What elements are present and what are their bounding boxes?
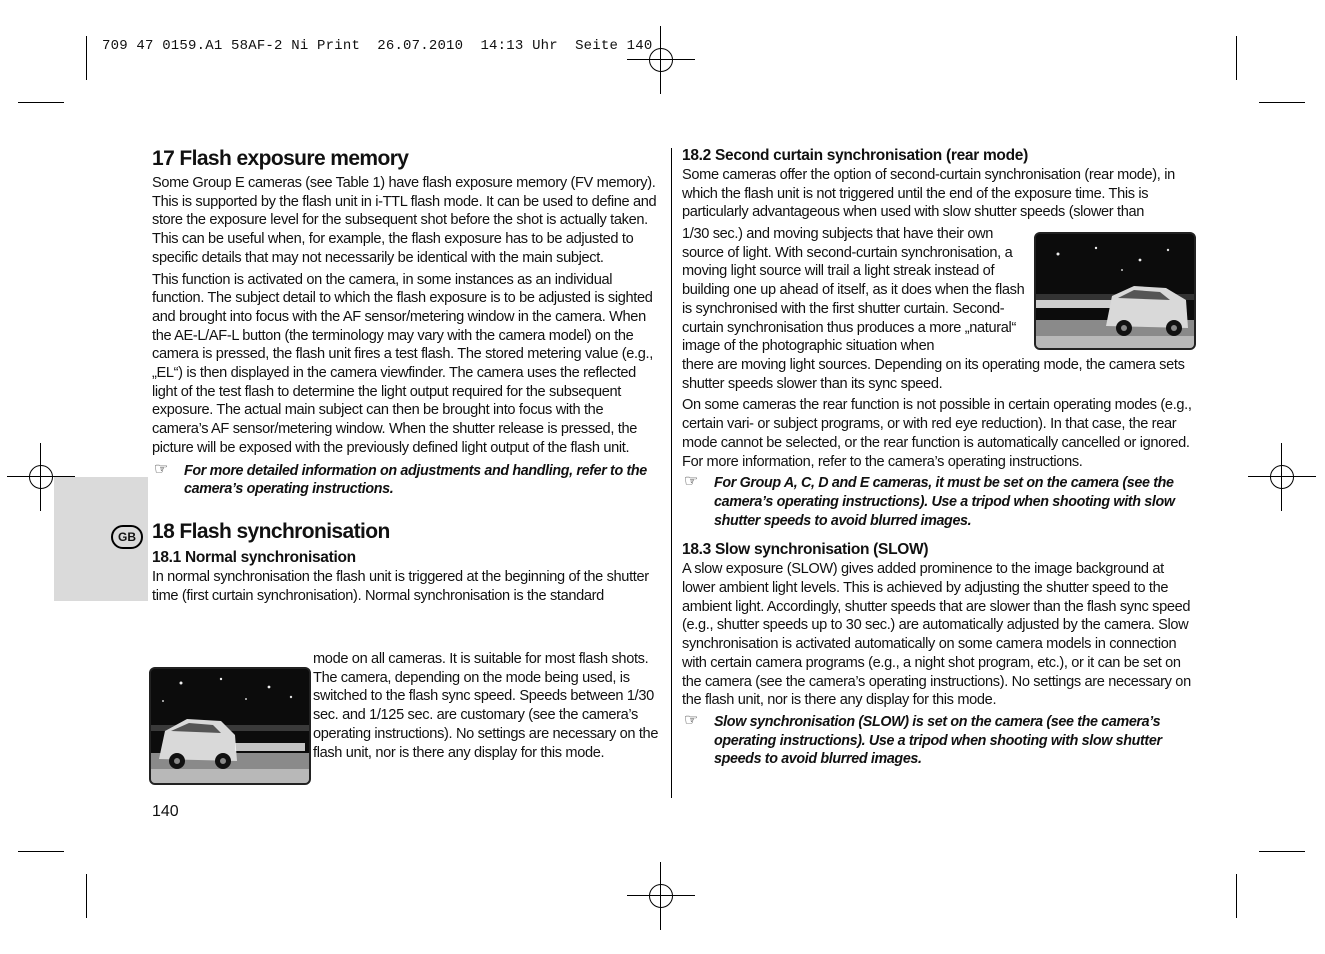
night-car-photo (151, 669, 309, 783)
section-18-2-para-3: there are moving light sources. Depending on its operating mode, the camera sets shutter speeds slower than its sync speed. (682, 357, 1185, 392)
crop-mark (1236, 874, 1237, 918)
section-18-title: 18 Flash synchronisation (152, 519, 390, 543)
section-18-2-title: 18.2 Second curtain synchronisation (rear mode) (682, 147, 1028, 164)
section-18-2-note (682, 474, 1194, 530)
section-18-2-para-1: Some cameras offer the option of second-curtain synchronisation (rear mode), in which the flash unit is not triggered until the end of the exposure time. This is particularly advantageous when used with slow shutter speeds (slower than (682, 167, 1175, 221)
registration-mark-icon (641, 876, 681, 916)
page-number: 140 (152, 803, 179, 820)
crop-mark (1236, 36, 1237, 80)
crop-mark (1259, 851, 1305, 852)
section-18-2-para-2: 1/30 sec.) and moving subjects that have their own source of light. With second-curtain synchronisation, a moving light source will trail a light streak instead of building one up ahead of itself, as it does when the flash is synchronised with the first shutter curtain. Second-curtain synchronisation thus produces a more „natural“ image of the photographic situation when (682, 226, 1025, 355)
section-18-2-para-4: On some cameras the rear function is not possible in certain operating modes (e.g., certain vari- or subject programs, or with red eye reduction). In that case, the rear mode cannot be selected, or the rear function is automatically cancelled or ignored. For more information, refer to the camera’s operating instructions. (682, 397, 1192, 470)
section-17-note (152, 462, 660, 499)
print-slug: 709 47 0159.A1 58AF-2 Ni Print 26.07.2010 14:13 Uhr Seite 140 (102, 38, 653, 54)
section-18-3-para: A slow exposure (SLOW) gives added prominence to the image background at lower ambient light levels. This is achieved by adjusting the shutter speed to the ambient light. Accordingly, shutter speeds that are slower than the flash sync speed (e.g., shutter speeds up to 30 sec.) are automatically adjusted by the camera. Slow synchronisation is activated automatically on some camera models in connection with certain camera programs (e.g., a night shot program, etc.), or it can be set on the camera (see the camera’s operating instructions). No settings are necessary on the flash unit, nor is there any display for this mode. (682, 561, 1191, 709)
crop-mark (1259, 102, 1305, 103)
photo-normal-sync (149, 667, 311, 785)
section-18-3-title: 18.3 Slow synchronisation (SLOW) (682, 541, 929, 559)
section-18-2-note-text: For Group A, C, D and E cameras, it must be set on the camera (see the camera’s operating instructions). Use a tripod when shooting with slow shutter speeds to avoid blurred images. (714, 475, 1175, 529)
section-18-1-title: 18.1 Normal synchronisation (152, 548, 356, 566)
photo-rear-sync (1034, 232, 1196, 350)
pointing-hand-icon: ☞ (684, 473, 698, 491)
left-column (152, 146, 660, 605)
language-badge: GB (111, 525, 143, 549)
right-column-top (682, 146, 1194, 222)
pointing-hand-icon: ☞ (154, 460, 168, 478)
pointing-hand-icon: ☞ (684, 711, 698, 729)
section-18-1-para-2-wrap (313, 650, 660, 762)
section-17-title: 17 Flash exposure memory (152, 147, 409, 170)
crop-mark (18, 102, 64, 103)
section-18-2-para-2-wrap (682, 225, 1030, 356)
section-18-1-para-2: mode on all cameras. It is suitable for most flash shots. The camera, depending on the mode being used, is switched to the flash sync speed. Speeds between 1/30 sec. and 1/125 sec. are customary (see the camera’s operating instructions). No settings are necessary on the flash unit, nor is there any display for this mode. (313, 651, 659, 761)
right-column-bottom (682, 356, 1194, 769)
column-divider (671, 148, 672, 798)
registration-mark-icon (1262, 457, 1302, 497)
section-18-3-note-text: Slow synchronisation (SLOW) is set on the camera (see the camera’s operating instructions). Use a tripod when shooting with slow shutter speeds to avoid blurred images. (714, 713, 1162, 768)
section-17-para-1: Some Group E cameras (see Table 1) have flash exposure memory (FV memory). This is supported by the flash unit in i-TTL flash mode. It can be used to define and store the exposure level for the subsequent shot before the shot is actually taken. This can be useful when, for example, the flash exposure has to be adjusted to specific details that may not necessarily be identical with the main subject. (152, 175, 657, 266)
crop-mark (86, 874, 87, 918)
night-car-rear-photo (1036, 234, 1194, 348)
section-18-1-para-1: In normal synchronisation the flash unit is triggered at the beginning of the shutter time (first curtain synchronisation). Normal synchronisation is the standard (152, 568, 649, 604)
section-18-3-note (682, 713, 1194, 769)
section-17-para-2: This function is activated on the camera, in some instances as an individual function. The subject detail to which the flash exposure is to be adjusted is sighted and brought into focus with the AF sensor/metering window in the camera. When the AE-L/AF-L button (the terminology may vary with the camera model) on the camera is pressed, the flash unit fires a test flash. The stored metering value (e.g., „EL“) is then displayed in the camera viewfinder. The camera uses the reflected light of the test flash to determine the light output required for the subsequent exposure. The actual main subject can then be brought into focus with the camera’s AF sensor/metering window. When the shutter release is pressed, the picture will be exposed with the previously defined light output of the flash unit. (152, 271, 653, 456)
crop-mark (86, 36, 87, 80)
crop-mark (18, 851, 64, 852)
section-17-note-text: For more detailed information on adjustments and handling, refer to the camera’s operating instructions. (184, 462, 647, 498)
